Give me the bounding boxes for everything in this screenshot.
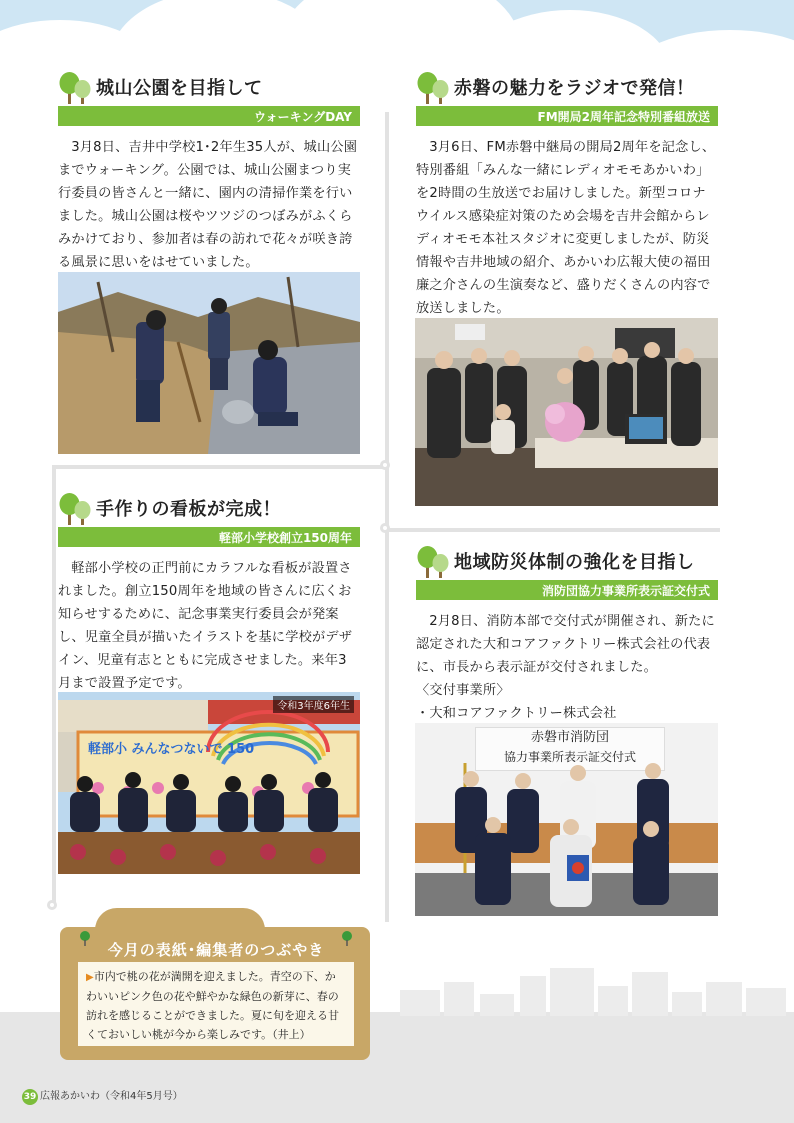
- photo-radio-studio: [415, 318, 718, 506]
- list-heading: 〈交付事業所〉: [416, 683, 510, 698]
- article-signboard: [58, 493, 360, 695]
- list-item: ・大和コアファクトリー株式会社: [416, 706, 617, 721]
- article-body: 2月8日、消防本部で交付式が開催され、新たに認定された大和コアファクトリー株式会社の代表に、市長から表示証が交付されました。: [416, 614, 715, 675]
- page-number: 39: [22, 1089, 38, 1105]
- article-fire-brigade: [416, 546, 718, 725]
- banner-line-1: 赤磐市消防団: [530, 730, 609, 745]
- article-title: 手作りの看板が完成！: [96, 499, 281, 520]
- tree-icon: [416, 72, 450, 104]
- editor-note-title: 今月の表紙･編集者のつぶやき: [107, 941, 325, 959]
- article-title: 赤磐の魅力をラジオで発信！: [454, 78, 695, 99]
- photo-signboard: [58, 692, 360, 874]
- timeline-track: [52, 465, 56, 905]
- article-radio: [416, 72, 718, 320]
- timeline-track: [385, 528, 720, 532]
- article-subtitle: 軽部小学校創立150周年: [58, 527, 360, 547]
- tree-icon: [416, 546, 450, 578]
- sign-text: 軽部小 みんなつないで 150: [88, 742, 255, 757]
- editor-note-card: [78, 962, 354, 1046]
- timeline-dot: [380, 460, 390, 470]
- article-body: 軽部小学校の正門前にカラフルな看板が設置されました。創立150周年を地域の皆さんに広くお知らせするために、記念事業実行委員会が発案し、児童全員が描いたイラストを基に学校がデザイン、児童有志とともに完成させました。来年3月まで設置予定です。: [58, 561, 353, 691]
- article-header: [416, 546, 718, 576]
- town-silhouette: [400, 960, 794, 1016]
- article-subtitle: 消防団協力事業所表示証交付式: [416, 580, 718, 600]
- article-header: [416, 72, 718, 102]
- article-body: 3月6日、FM赤磐中継局の開局2周年を記念し、特別番組「みんな一緒にレディオモモあかいわ」を2時間の生放送でお届けしました。新型コロナウイルス感染症対策のため会場を吉井会館からレディオモモ本社スタジオに変更しましたが、防災情報や吉井地域の紹介、あかいわ広報大使の福田廉之介さんの生演奏など、盛りだくさんの内容で放送しました。: [416, 140, 716, 316]
- timeline-dot: [380, 523, 390, 533]
- article-subtitle: ウォーキングDAY: [58, 106, 360, 126]
- timeline-track: [52, 465, 387, 469]
- tree-icon: [58, 72, 92, 104]
- article-body: 3月8日、吉井中学校1･2年生35人が、城山公園までウォーキング。公園では、城山公園まつり実行委員の皆さんと一緒に、園内の清掃作業を行いました。城山公園は桜やツツジのつぼみがふくらみかけており、参加者は春の訪れで花々が咲き誇る風景に思いをはせていました。: [58, 140, 358, 270]
- banner-line-2: 協力事業所表示証交付式: [503, 750, 636, 764]
- photo-ceremony: [415, 723, 718, 916]
- article-title: 城山公園を目指して: [96, 78, 263, 99]
- article-title: 地域防災体制の強化を目指し: [454, 552, 695, 573]
- photo-cleanup: [58, 272, 360, 454]
- publication-name: 広報あかいわ（令和4年5月号）: [40, 1091, 183, 1102]
- page-footer: [22, 1087, 183, 1105]
- editor-note-text: 市内で桃の花が満開を迎えました。青空の下、かわいいピンク色の花や鮮やかな緑色の新芽に、春の訪れを感じることができました。夏に旬を迎える甘くておいしい桃が今から楽しみです。（井上）: [86, 970, 339, 1041]
- tree-icon: [58, 493, 92, 525]
- photo-caption: 令和3年度6年生: [273, 696, 354, 713]
- article-header: [58, 72, 360, 102]
- article-subtitle: FM開局2周年記念特別番組放送: [416, 106, 718, 126]
- article-shiroyama: [58, 72, 360, 274]
- timeline-track: [385, 112, 389, 922]
- timeline-dot: [47, 900, 57, 910]
- article-header: [58, 493, 360, 523]
- triangle-marker-icon: ▶: [86, 972, 94, 983]
